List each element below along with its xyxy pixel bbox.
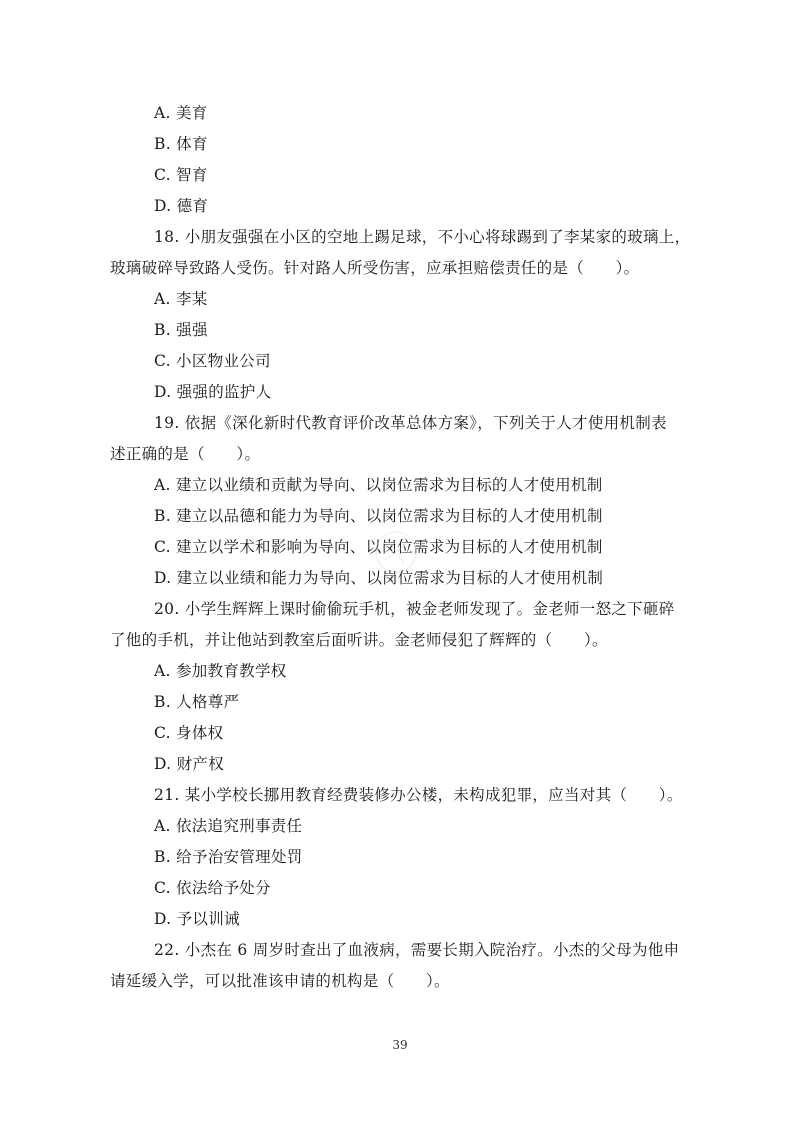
q18-stem-line-2: 玻璃破碎导致路人受伤。针对路人所受伤害，应承担赔偿责任的是（ ）。 [110, 259, 640, 277]
q21-stem-line-1: 21. 某小学校长挪用教育经费装修办公楼，未构成犯罪，应当对其（ ）。 [154, 786, 683, 804]
q19-stem-line-2: 述正确的是（ ）。 [110, 445, 261, 463]
q18-option-b: B. 强强 [154, 321, 208, 339]
q22-stem-line-2: 请延缓入学，可以批准该申请的机构是（ ）。 [110, 972, 450, 990]
q19-option-c: C. 建立以学术和影响为导向、以岗位需求为目标的人才使用机制 [154, 538, 603, 556]
prev-option-d: D. 德育 [154, 197, 209, 215]
q18-stem-line-1: 18. 小朋友强强在小区的空地上踢足球，不小心将球踢到了李某家的玻璃上， [154, 228, 691, 246]
q20-option-a: A. 参加教育教学权 [154, 662, 287, 680]
q19-option-d: D. 建立以业绩和能力为导向、以岗位需求为目标的人才使用机制 [154, 569, 604, 587]
q19-stem-line-1: 19. 依据《深化新时代教育评价改革总体方案》，下列关于人才使用机制表 [154, 414, 667, 432]
q19-option-a: A. 建立以业绩和贡献为导向、以岗位需求为目标的人才使用机制 [154, 476, 603, 494]
q22-stem-line-1: 22. 小杰在 6 周岁时查出了血液病，需要长期入院治疗。小杰的父母为他申 [154, 941, 680, 959]
q20-option-d: D. 财产权 [154, 755, 225, 773]
q20-stem-line-2: 了他的手机，并让他站到教室后面听讲。金老师侵犯了辉辉的（ ）。 [110, 631, 608, 649]
q20-option-b: B. 人格尊严 [154, 693, 240, 711]
q18-option-d: D. 强强的监护人 [154, 383, 272, 401]
q19-option-b: B. 建立以品德和能力为导向、以岗位需求为目标的人才使用机制 [154, 507, 603, 525]
q18-option-c: C. 小区物业公司 [154, 352, 271, 370]
q18-option-a: A. 李某 [154, 290, 208, 308]
prev-option-a: A. 美育 [154, 104, 208, 122]
q20-stem-line-1: 20. 小学生辉辉上课时偷偷玩手机，被金老师发现了。金老师一怒之下砸碎 [154, 600, 675, 618]
page-number: 39 [392, 1038, 408, 1052]
q21-option-b: B. 给予治安管理处罚 [154, 848, 303, 866]
q20-option-c: C. 身体权 [154, 724, 224, 742]
q21-option-a: A. 依法追究刑事责任 [154, 817, 303, 835]
prev-option-c: C. 智育 [154, 166, 208, 184]
q21-option-d: D. 予以训诫 [154, 910, 240, 928]
q21-option-c: C. 依法给予处分 [154, 879, 271, 897]
prev-option-b: B. 体育 [154, 135, 208, 153]
